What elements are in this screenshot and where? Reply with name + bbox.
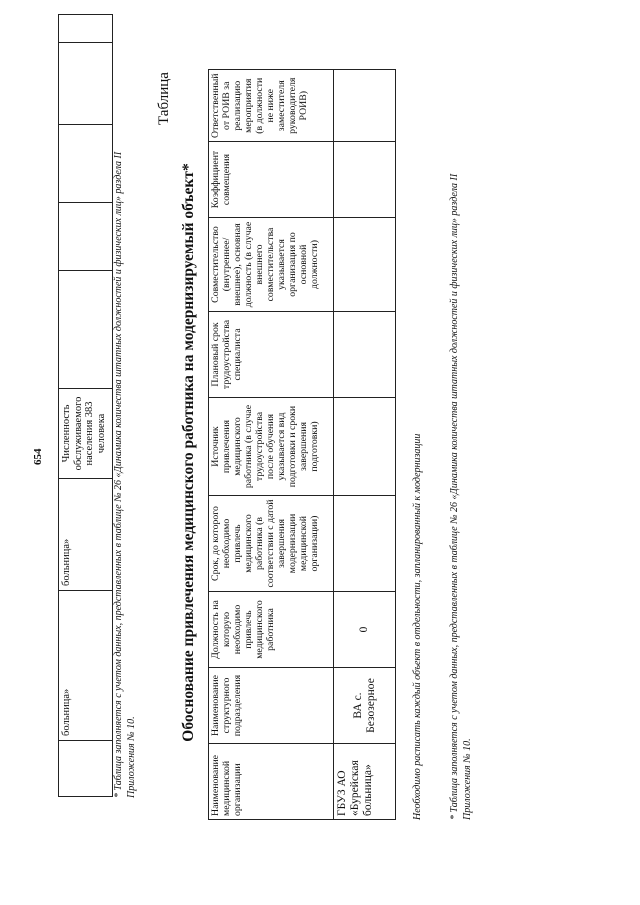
main-table — [208, 69, 396, 820]
table-cell: больница» — [59, 479, 113, 591]
cell-plan — [334, 312, 396, 398]
table-cell — [59, 203, 113, 271]
cell-coefficient — [334, 142, 396, 218]
header-deadline: Срок, до которого необходимо привлечь медицинского работника (в соответствии с датой завершения модернизации медицинской организации) — [209, 496, 334, 592]
table-cell — [59, 271, 113, 389]
cell-position: 0 — [334, 592, 396, 668]
table-cell — [59, 43, 113, 125]
cell-responsible — [334, 70, 396, 142]
header-unit: Наименование структурного подразделения — [209, 668, 334, 744]
footnote-top: * Таблица заполняется с учетом данных, представленных в таблице № 26 «Динамика количества штатных должностей и физических лиц» раздела II Приложения № 10. — [113, 151, 137, 798]
table-label: Таблица — [156, 72, 172, 125]
header-combination: Совместительство (внутреннее/внешнее), основная должность (в случае внешнего совместительства указывается организация по основной должности) — [209, 218, 334, 312]
cell-unit: ВА с. Безозерное — [334, 668, 396, 744]
header-responsible: Ответственный от РОИВ за реализацию мероприятия (в должности не ниже заместителя руководителя РОИВ) — [209, 70, 334, 142]
page-number: 654 — [32, 448, 44, 465]
table-cell: больница» — [59, 591, 113, 741]
table-row — [59, 15, 113, 797]
header-org: Наименование медицинской организации — [209, 744, 334, 820]
header-planned-date: Плановый срок трудоустройства специалиста — [209, 312, 334, 398]
table-title: Обоснование привлечения медицинского работника на модернизируемый объект* — [180, 163, 197, 742]
table-cell: Численность обслуживаемого населения 383 человека — [59, 389, 113, 479]
header-source: Источник привлечения медицинского работника (в случае трудоустройства после обучения указывается вид подготовки и сроки завершения подготовки) — [209, 398, 334, 496]
table-cell — [59, 741, 113, 797]
cell-combination — [334, 218, 396, 312]
table-header-row — [209, 70, 334, 820]
header-position: Должность на которую необходимо привлечь медицинского работника — [209, 592, 334, 668]
cell-deadline — [334, 496, 396, 592]
footnote-bottom: * Таблица заполняется с учетом данных, представленных в таблице № 26 «Динамика количества штатных должностей и физических лиц» раздела II Приложения № 10. — [449, 173, 473, 820]
note-text: Необходимо расписать каждый объект в отдельности, запланированный к модернизации — [412, 433, 423, 820]
table-cell — [59, 15, 113, 43]
header-coefficient: Коэффициент совмещения — [209, 142, 334, 218]
cell-org: ГБУЗ АО «Бурейская больница» — [334, 744, 396, 820]
continued-table-fragment — [58, 14, 113, 797]
table-cell — [59, 125, 113, 203]
table-row — [334, 70, 396, 820]
cell-source — [334, 398, 396, 496]
